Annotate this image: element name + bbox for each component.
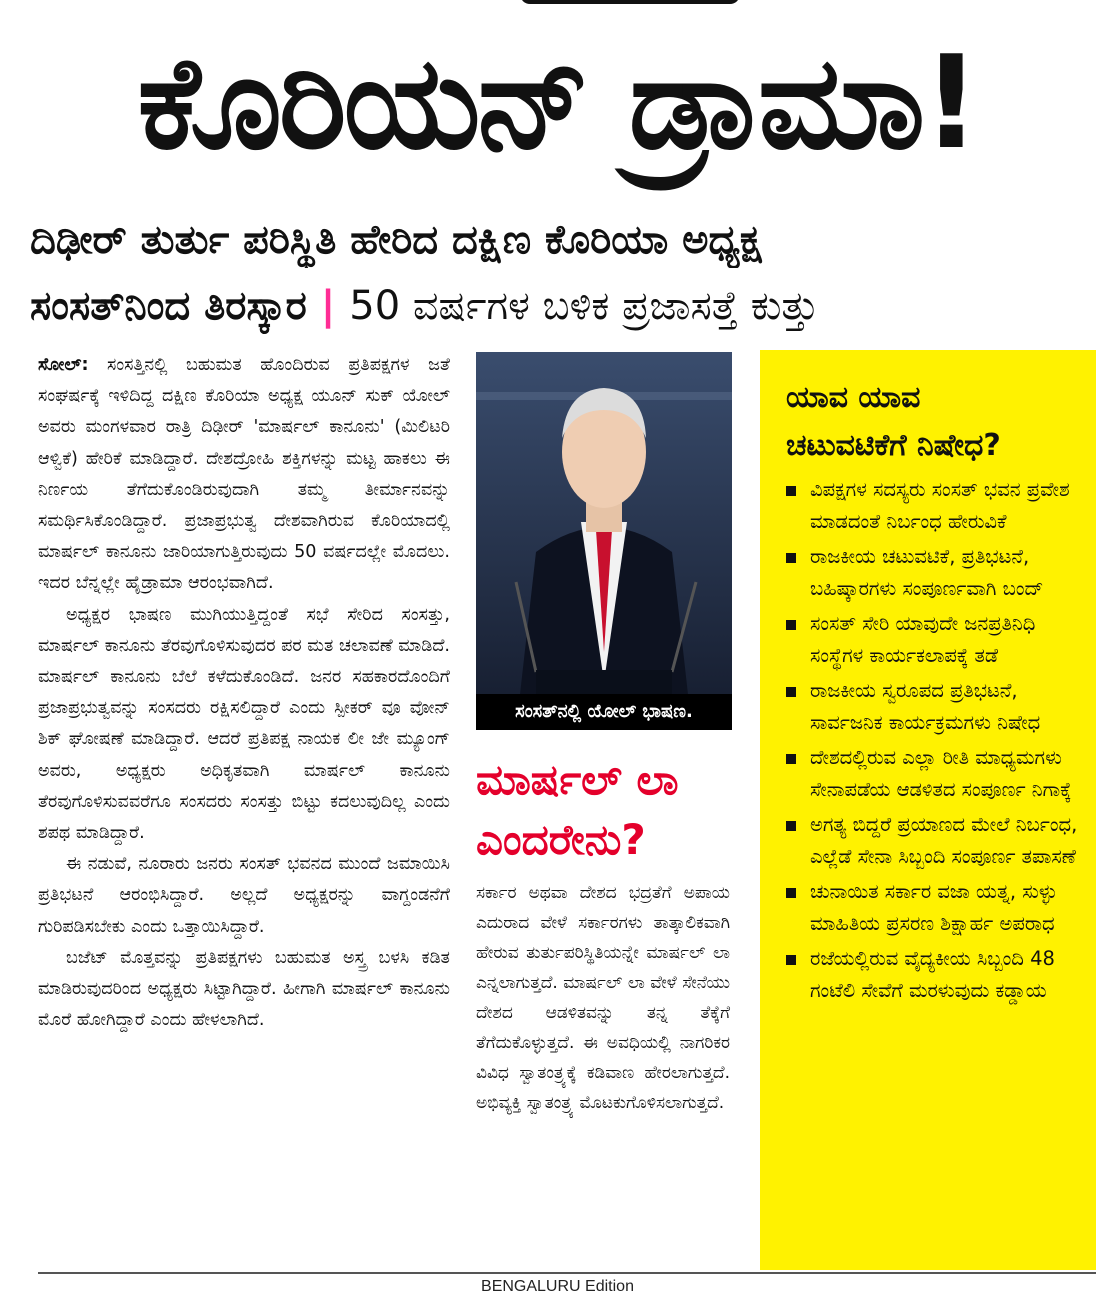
- article-body: [38, 350, 450, 1250]
- restriction-item: ಸಂಸತ್ ಸೇರಿ ಯಾವುದೇ ಜನಪ್ರತಿನಿಧಿ ಸಂಸ್ಥೆಗಳ ಕಾರ್ಯಕಲಾಪಕ್ಕೆ ತಡೆ: [780, 608, 1080, 671]
- subheadline-line2: [30, 278, 1090, 334]
- edition-label: BENGALURU Edition: [481, 1278, 634, 1295]
- square-bullet-icon: [786, 620, 796, 630]
- restriction-item: ರಾಜಕೀಯ ಚಟುವಟಿಕೆ, ಪ್ರತಿಭಟನೆ, ಬಹಿಷ್ಕಾರಗಳು ಸಂಪೂರ್ಣವಾಗಿ ಬಂದ್: [780, 541, 1080, 604]
- subheadline-line1: ದಿಢೀರ್ ತುರ್ತು ಪರಿಸ್ಥಿತಿ ಹೇರಿದ ದಕ್ಷಿಣ ಕೊರಿಯಾ ಅಧ್ಯಕ್ಷ: [30, 217, 762, 263]
- square-bullet-icon: [786, 955, 796, 965]
- restrictions-title: [786, 374, 1086, 470]
- photo-caption: ಸಂಸತ್‌ನಲ್ಲಿ ಯೋಲ್ ಭಾಷಣ.: [476, 694, 732, 730]
- dateline: ಸೋಲ್:: [38, 355, 89, 375]
- cropped-kicker-glyph: [520, 0, 740, 4]
- explainer-paragraph: ಸರ್ಕಾರ ಅಥವಾ ದೇಶದ ಭದ್ರತೆಗೆ ಅಪಾಯ ಎದುರಾದ ವೇಳೆ ಸರ್ಕಾರಗಳು ತಾತ್ಕಾಲಿಕವಾಗಿ ಹೇರುವ ತುರ್ತುಪರಿಸ್ಥಿತಿಯನ್ನೇ ಮಾರ್ಷಲ್ ಲಾ ಎನ್ನಲಾಗುತ್ತದೆ. ಮಾರ್ಷಲ್ ಲಾ ವೇಳೆ ಸೇನೆಯು ದೇಶದ ಆಡಳಿತವನ್ನು ತನ್ನ ತೆಕ್ಕೆಗೆ ತೆಗೆದುಕೊಳ್ಳುತ್ತದೆ. ಈ ಅವಧಿಯಲ್ಲಿ ನಾಗರಿಕರ ವಿವಿಧ ಸ್ವಾತಂತ್ರ್ಯಕ್ಕೆ ಕಡಿವಾಣ ಹೇರಲಾಗುತ್ತದೆ. ಅಭಿವ್ಯಕ್ತಿ ಸ್ವಾತಂತ್ರ್ಯ ಮೊಟಕುಗೊಳಿಸಲಾಗುತ್ತದೆ.: [476, 883, 730, 1113]
- restrictions-list: [780, 474, 1080, 1010]
- headline: ಕೊರಿಯನ್ ಡ್ರಾಮಾ!: [137, 29, 978, 178]
- subheadline-left: ಸಂಸತ್‌ನಿಂದ ತಿರಸ್ಕಾರ: [30, 283, 307, 329]
- square-bullet-icon: [786, 553, 796, 563]
- square-bullet-icon: [786, 754, 796, 764]
- footer-rule: [38, 1272, 1096, 1274]
- article-paragraph: ಅಧ್ಯಕ್ಷರ ಭಾಷಣ ಮುಗಿಯುತ್ತಿದ್ದಂತೆ ಸಭೆ ಸೇರಿದ ಸಂಸತ್ತು, ಮಾರ್ಷಲ್ ಕಾನೂನು ತೆರವುಗೊಳಿಸುವುದರ ಪರ ಮತ ಚಲಾವಣೆ ಮಾಡಿದೆ. ಮಾರ್ಷಲ್ ಕಾನೂನು ಬೆಲೆ ಕಳೆದುಕೊಂಡಿದೆ. ಜನರ ಸಹಕಾರದೊಂದಿಗೆ ಪ್ರಜಾಪ್ರಭುತ್ವವನ್ನು ಸಂಸದರು ರಕ್ಷಿಸಲಿದ್ದಾರೆ ಎಂದು ಸ್ಪೀಕರ್ ವೂ ವೋನ್ ಶಿಕ್ ಘೋಷಣೆ ಮಾಡಿದ್ದಾರೆ. ಆದರೆ ಪ್ರತಿಪಕ್ಷ ನಾಯಕ ಲೀ ಜೇ ಮ್ಯೂಂಗ್ ಅವರು, ಅಧ್ಯಕ್ಷರು ಅಧಿಕೃತವಾಗಿ ಮಾರ್ಷಲ್ ಕಾನೂನು ತೆರವುಗೊಳಿಸುವವರೆಗೂ ಸಂಸದರು ಸಂಸತ್ತು ಬಿಟ್ಟು ಕದಲುವುದಿಲ್ಲ ಎಂದು ಶಪಥ ಮಾಡಿದ್ದಾರೆ.: [38, 604, 450, 844]
- square-bullet-icon: [786, 888, 796, 898]
- restrictions-title-line2: ಚಟುವಟಿಕೆಗೆ ನಿಷೇಧ?: [786, 428, 1001, 463]
- restriction-item: ದೇಶದಲ್ಲಿರುವ ಎಲ್ಲಾ ರೀತಿ ಮಾಧ್ಯಮಗಳು ಸೇನಾಪಡೆಯ ಆಡಳಿತದ ಸಂಪೂರ್ಣ ನಿಗಾಕ್ಕೆ: [780, 742, 1080, 805]
- subheadline-right: 50 ವರ್ಷಗಳ ಬಳಿಕ ಪ್ರಜಾಸತ್ತೆ ಕುತ್ತು: [349, 283, 819, 329]
- article-paragraph: ಈ ನಡುವೆ, ನೂರಾರು ಜನರು ಸಂಸತ್ ಭವನದ ಮುಂದೆ ಜಮಾಯಿಸಿ ಪ್ರತಿಭಟನೆ ಆರಂಭಿಸಿದ್ದಾರೆ. ಅಲ್ಲದೆ ಅಧ್ಯಕ್ಷರನ್ನು ವಾಗ್ದಂಡನೆಗೆ ಗುರಿಪಡಿಸಬೇಕು ಎಂದು ಒತ್ತಾಯಿಸಿದ್ದಾರೆ.: [38, 854, 450, 937]
- explainer-heading: [476, 750, 746, 870]
- explainer-heading-line2: ಎಂದರೇನು?: [476, 815, 646, 864]
- subheadline-separator: |: [320, 283, 336, 329]
- restrictions-title-line1: ಯಾವ ಯಾವ: [786, 380, 921, 415]
- explainer-heading-line1: ಮಾರ್ಷಲ್ ಲಾ: [476, 755, 679, 804]
- restriction-item: ಅಗತ್ಯ ಬಿದ್ದರೆ ಪ್ರಯಾಣದ ಮೇಲೆ ನಿರ್ಬಂಧ, ಎಲ್ಲೆಡೆ ಸೇನಾ ಸಿಬ್ಬಂದಿ ಸಂಪೂರ್ಣ ತಪಾಸಣೆ: [780, 809, 1080, 872]
- article-paragraph: ಬಜೆಟ್ ಮೊತ್ತವನ್ನು ಪ್ರತಿಪಕ್ಷಗಳು ಬಹುಮತ ಅಸ್ತ್ರ ಬಳಸಿ ಕಡಿತ ಮಾಡಿರುವುದರಿಂದ ಅಧ್ಯಕ್ಷರು ಸಿಟ್ಟಾಗಿದ್ದಾರೆ. ಹೀಗಾಗಿ ಮಾರ್ಷಲ್ ಕಾನೂನು ಮೊರೆ ಹೋಗಿದ್ದಾರೆ ಎಂದು ಹೇಳಲಾಗಿದೆ.: [38, 947, 450, 1031]
- president-photo: [476, 352, 732, 730]
- article-paragraph: ಸೋಲ್: ಸಂಸತ್ತಿನಲ್ಲಿ ಬಹುಮತ ಹೊಂದಿರುವ ಪ್ರತಿಪಕ್ಷಗಳ ಜತೆ ಸಂಘರ್ಷಕ್ಕೆ ಇಳಿದಿದ್ದ ದಕ್ಷಿಣ ಕೊರಿಯಾ ಅಧ್ಯಕ್ಷ ಯೂನ್ ಸುಕ್ ಯೋಲ್ ಅವರು ಮಂಗಳವಾರ ರಾತ್ರಿ ದಿಢೀರ್ 'ಮಾರ್ಷಲ್ ಕಾನೂನು' (ಮಿಲಿಟರಿ ಆಳ್ವಿಕೆ) ಹೇರಿಕೆ ಮಾಡಿದ್ದಾರೆ. ದೇಶದ್ರೋಹಿ ಶಕ್ತಿಗಳನ್ನು ಮಟ್ಟ ಹಾಕಲು ಈ ನಿರ್ಣಯ ತೆಗೆದುಕೊಂಡಿರುವುದಾಗಿ ತಮ್ಮ ತೀರ್ಮಾನವನ್ನು ಸಮರ್ಥಿಸಿಕೊಂಡಿದ್ದಾರೆ. ಪ್ರಜಾಪ್ರಭುತ್ವ ದೇಶವಾಗಿರುವ ಕೊರಿಯಾದಲ್ಲಿ ಮಾರ್ಷಲ್ ಕಾನೂನು ಜಾರಿಯಾಗುತ್ತಿರುವುದು 50 ವರ್ಷದಲ್ಲೇ ಮೊದಲು. ಇದರ ಬೆನ್ನಲ್ಲೇ ಹೈಡ್ರಾಮಾ ಆರಂಭವಾಗಿದೆ.: [38, 355, 450, 594]
- restriction-item: ಚುನಾಯಿತ ಸರ್ಕಾರ ವಜಾ ಯತ್ನ, ಸುಳ್ಳು ಮಾಹಿತಿಯ ಪ್ರಸರಣ ಶಿಕ್ಷಾರ್ಹ ಅಪರಾಧ: [780, 876, 1080, 939]
- restriction-item: ರಜೆಯಲ್ಲಿರುವ ವೈದ್ಯಕೀಯ ಸಿಬ್ಬಂದಿ 48 ಗಂಟೆಲಿ ಸೇವೆಗೆ ಮರಳುವುದು ಕಡ್ಡಾಯ: [780, 943, 1080, 1006]
- square-bullet-icon: [786, 486, 796, 496]
- square-bullet-icon: [786, 821, 796, 831]
- square-bullet-icon: [786, 687, 796, 697]
- restriction-item: ವಿಪಕ್ಷಗಳ ಸದಸ್ಯರು ಸಂಸತ್ ಭವನ ಪ್ರವೇಶ ಮಾಡದಂತೆ ನಿರ್ಬಂಧ ಹೇರುವಿಕೆ: [780, 474, 1080, 537]
- explainer-body: [476, 878, 730, 1118]
- restriction-item: ರಾಜಕೀಯ ಸ್ವರೂಪದ ಪ್ರತಿಭಟನೆ, ಸಾರ್ವಜನಿಕ ಕಾರ್ಯಕ್ರಮಗಳು ನಿಷೇಧ: [780, 675, 1080, 738]
